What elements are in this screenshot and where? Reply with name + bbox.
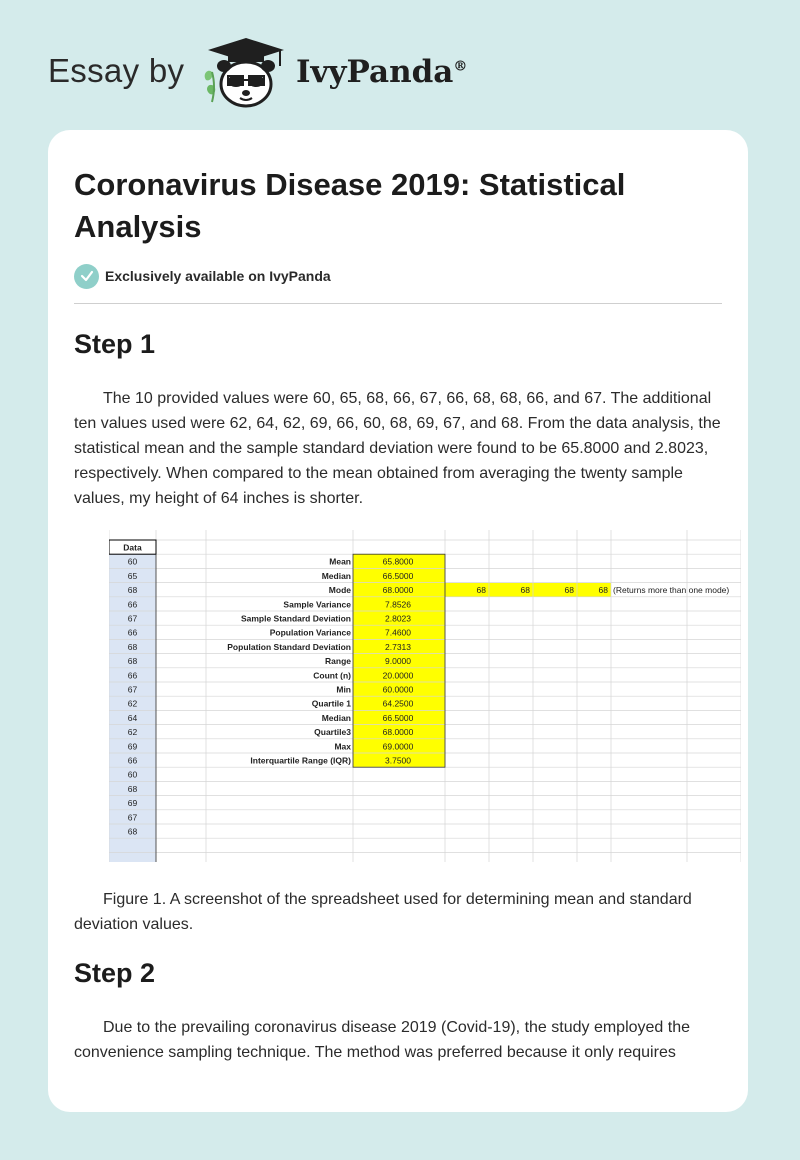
mode-extra-value: 68 [598,585,608,596]
figure-caption: Figure 1. A screenshot of the spreadsheet used for determining mean and standard deviation values. [74,891,692,933]
mode-note: (Returns more than one mode) [613,585,730,596]
checkmark-icon [74,264,99,289]
brand-name[interactable]: IvyPanda® [296,54,468,90]
data-cell: 65 [127,570,138,581]
stat-label: Population Variance [269,627,351,638]
spreadsheet-figure [109,530,741,862]
registered-mark: ® [453,58,468,75]
stat-label: Sample Variance [283,599,351,610]
site-header [0,0,800,130]
divider [74,303,722,304]
stat-value: 3.7500 [385,755,411,766]
stat-value: 66.5000 [382,712,414,723]
stat-value: 7.8526 [385,599,411,610]
step1-heading: Step 1 [74,329,156,359]
panda-logo-icon[interactable] [200,36,292,110]
data-cell: 68 [127,641,138,652]
data-cell: 68 [127,783,138,794]
data-cell: 66 [127,627,138,638]
stat-label: Quartile3 [314,727,351,738]
spreadsheet-grid [109,530,741,862]
step1-paragraph: The 10 provided values were 60, 65, 68, 66, 67, 66, 68, 68, 66, and 67. The additional ten values used were 62, 64, 62, 69, 66, 60, 68, 69, 67, and 68. From the data analysis, the statistical mean and the sample standard deviation were found to be 65.8000 and 2.8023, respectively. When compared to the mean obtained from averaging the twenty sample values, my height of 64 inches is shorter. [74,390,721,507]
stat-label: Population Standard Deviation [227,641,351,652]
data-cell: 69 [127,741,138,752]
data-cell: 66 [127,755,138,766]
stat-value: 7.4600 [385,627,411,638]
stat-label: Min [336,684,351,695]
article-title: Coronavirus Disease 2019: Statistical Analysis [74,167,626,244]
stat-label: Mode [328,585,351,596]
data-cell: 67 [127,684,138,695]
data-header-cell: Data [123,542,142,553]
mode-extra-value: 68 [476,585,486,596]
data-cell: 66 [127,670,138,681]
stat-label: Median [321,712,351,723]
exclusive-label: Exclusively available on IvyPanda [105,268,331,284]
stat-label: Interquartile Range (IQR) [250,755,351,766]
stat-value: 20.0000 [382,670,414,681]
stat-value: 9.0000 [385,656,411,667]
stat-label: Quartile 1 [311,698,351,709]
data-cell: 67 [127,812,138,823]
article-card [48,130,748,1112]
stat-value: 68.0000 [382,727,414,738]
stat-label: Count (n) [313,670,351,681]
stat-label: Max [334,741,351,752]
data-cell: 68 [127,656,138,667]
mode-extra-value: 68 [564,585,574,596]
brand-prefix: Essay by [48,52,185,89]
stat-label: Sample Standard Deviation [240,613,351,624]
stat-value: 68.0000 [382,585,414,596]
data-cell: 62 [127,727,138,738]
stat-label: Median [321,570,351,581]
data-cell: 69 [127,798,138,809]
stat-value: 65.8000 [382,556,414,567]
stat-value: 66.5000 [382,570,414,581]
stat-value: 60.0000 [382,684,414,695]
data-cell: 62 [127,698,138,709]
exclusive-badge [74,263,331,289]
data-cell: 60 [127,769,138,780]
stat-label: Mean [329,556,351,567]
stat-value: 2.8023 [385,613,411,624]
data-cell: 68 [127,585,138,596]
step2-heading: Step 2 [74,958,156,988]
data-cell: 60 [127,556,138,567]
step2-paragraph: Due to the prevailing coronavirus disease 2019 (Covid-19), the study employed the convenience sampling technique. The method was preferred because it only requires [74,1019,690,1061]
stat-value: 2.7313 [385,641,411,652]
stat-value: 69.0000 [382,741,414,752]
stat-label: Range [325,656,351,667]
data-cell: 66 [127,599,138,610]
stat-value: 64.2500 [382,698,414,709]
data-cell: 64 [127,712,138,723]
data-cell: 67 [127,613,138,624]
mode-extra-value: 68 [520,585,530,596]
data-cell: 68 [127,826,138,837]
